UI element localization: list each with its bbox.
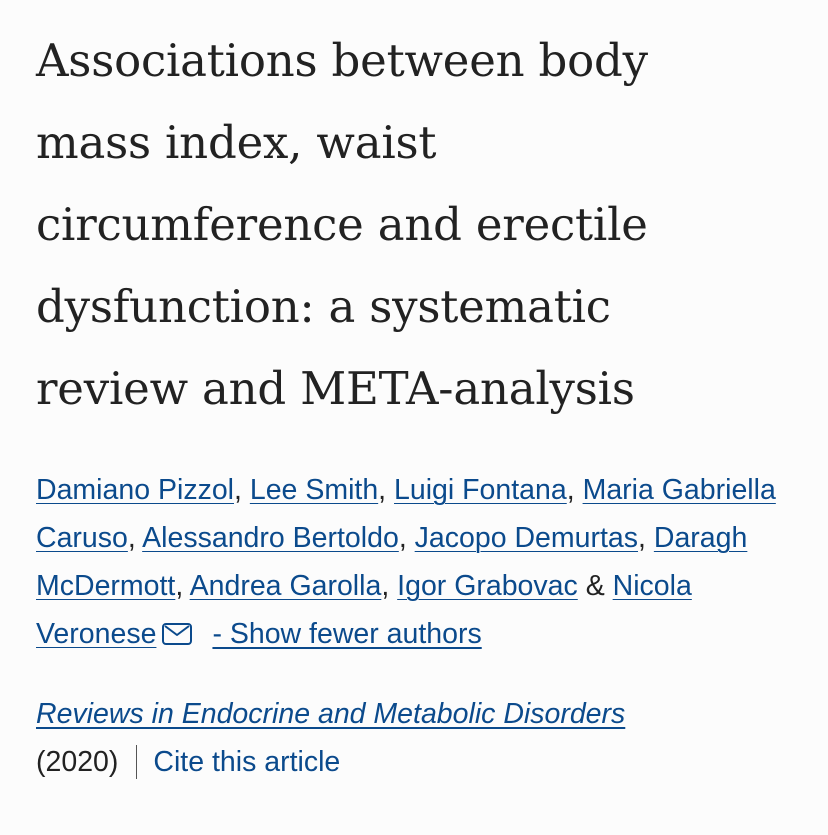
author-list <box>36 466 796 660</box>
author-separator: , <box>381 570 390 602</box>
meta-divider <box>136 745 137 779</box>
author-separator: , <box>398 522 407 554</box>
author-separator: , <box>234 474 242 506</box>
author-link[interactable]: Igor Grabovac <box>397 570 578 602</box>
author-separator: , <box>378 474 387 506</box>
journal-info <box>36 690 796 738</box>
author-link[interactable]: Andrea Garolla <box>189 570 382 602</box>
show-fewer-authors-button[interactable]: - Show fewer authors <box>212 618 482 650</box>
article-header <box>36 20 796 786</box>
author-link[interactable]: Damiano Pizzol <box>36 474 234 506</box>
author-separator: , <box>566 474 575 506</box>
mail-icon[interactable] <box>162 612 192 660</box>
cite-article-link[interactable]: Cite this article <box>153 746 341 778</box>
author-link[interactable]: Lee Smith <box>249 474 379 506</box>
journal-link[interactable]: Reviews in Endocrine and Metabolic Disorders <box>36 698 626 730</box>
author-separator: , <box>127 522 136 554</box>
author-link[interactable]: Daragh McDermott <box>36 522 748 602</box>
author-link[interactable]: Alessandro Bertoldo <box>142 522 399 554</box>
author-link[interactable]: Nicola Veronese <box>36 570 692 650</box>
publication-meta <box>36 738 796 786</box>
author-separator: , <box>175 570 184 602</box>
author-link[interactable]: Luigi Fontana <box>394 474 567 506</box>
article-title: Associations between body mass index, waist circumference and erectile dysfunction: a systematic review and META-analysis <box>36 34 648 415</box>
author-link[interactable]: Jacopo Demurtas <box>414 522 639 554</box>
author-separator: , <box>638 522 646 554</box>
publication-year: (2020) <box>36 746 119 778</box>
author-ampersand: & <box>585 570 605 602</box>
author-link[interactable]: Maria Gabriella Caruso <box>36 474 776 554</box>
